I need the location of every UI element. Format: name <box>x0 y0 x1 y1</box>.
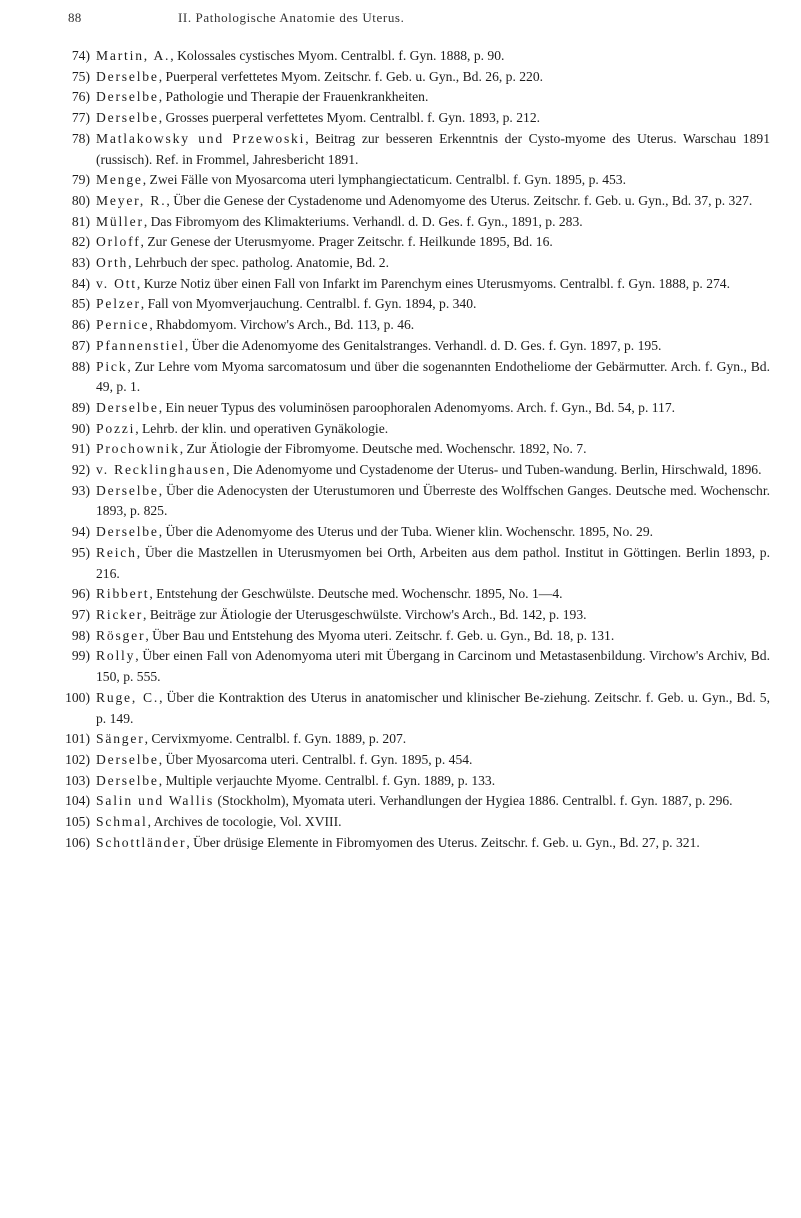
reference-text <box>96 688 770 729</box>
reference-author: Derselbe <box>96 482 159 498</box>
reference-entry <box>58 833 770 854</box>
reference-number: 85) <box>71 296 90 312</box>
reference-text <box>96 253 770 274</box>
reference-number: 82) <box>71 234 90 250</box>
reference-citation: , Über drüsige Elemente in Fibromyomen des Uterus. Zeitschr. f. Geb. u. Gyn., Bd. 27, p. 321. <box>186 834 700 850</box>
reference-text <box>96 439 770 460</box>
reference-text <box>96 771 770 792</box>
reference-entry <box>58 812 770 833</box>
reference-citation: , Zur Ätiologie der Fibromyome. Deutsche med. Wochenschr. 1892, No. 7. <box>179 441 587 457</box>
reference-text <box>96 170 770 191</box>
reference-number: 84) <box>71 275 90 291</box>
reference-number: 98) <box>71 627 90 643</box>
reference-number: 83) <box>71 255 90 271</box>
reference-text <box>96 87 770 108</box>
reference-text <box>96 833 770 854</box>
reference-number: 79) <box>71 172 90 188</box>
reference-entry <box>58 439 770 460</box>
reference-entry <box>58 688 770 729</box>
reference-number: 106) <box>65 834 90 850</box>
reference-author: Derselbe <box>96 68 159 84</box>
reference-text <box>96 274 770 295</box>
reference-text <box>96 232 770 253</box>
chapter-title: II. Pathologische Anatomie des Uterus. <box>178 10 405 25</box>
reference-entry <box>58 646 770 687</box>
reference-citation: , Ein neuer Typus des voluminösen paroophoralen Adenomyoms. Arch. f. Gyn., Bd. 54, p. 117. <box>158 399 676 415</box>
reference-entry <box>58 170 770 191</box>
reference-number: 91) <box>71 441 90 457</box>
reference-author: Orloff <box>96 234 141 250</box>
reference-text <box>96 750 770 771</box>
reference-number: 95) <box>71 544 90 560</box>
reference-number: 86) <box>71 317 90 333</box>
reference-entry <box>58 750 770 771</box>
reference-text <box>96 129 770 170</box>
reference-author: Derselbe <box>96 399 159 415</box>
reference-text <box>96 812 770 833</box>
reference-number: 105) <box>65 814 90 830</box>
reference-author: Derselbe <box>96 89 159 105</box>
reference-entry <box>58 191 770 212</box>
reference-author: Menge <box>96 172 143 188</box>
reference-number: 75) <box>71 68 90 84</box>
reference-number: 96) <box>71 586 90 602</box>
reference-text <box>96 584 770 605</box>
reference-entry <box>58 481 770 522</box>
reference-entry <box>58 315 770 336</box>
reference-author: Matlakowsky und Przewoski <box>96 130 306 146</box>
page-number: 88 <box>68 10 82 25</box>
reference-author: Orth <box>96 255 129 271</box>
reference-entry <box>58 274 770 295</box>
reference-entry <box>58 294 770 315</box>
reference-number: 90) <box>71 420 90 436</box>
reference-author: Derselbe <box>96 751 159 767</box>
reference-text <box>96 191 770 212</box>
reference-list <box>58 46 770 853</box>
reference-entry <box>58 729 770 750</box>
reference-text <box>96 605 770 626</box>
reference-author: Martin, A. <box>96 48 171 63</box>
reference-author: Pick <box>96 358 128 374</box>
reference-entry <box>58 419 770 440</box>
reference-author: Rösger <box>96 627 146 643</box>
reference-entry <box>58 522 770 543</box>
reference-author: Pernice <box>96 317 150 333</box>
reference-citation: , Grosses puerperal verfettetes Myom. Centralbl. f. Gyn. 1893, p. 212. <box>158 110 541 126</box>
reference-citation: (Stockholm), Myomata uteri. Verhandlungen der Hygiea 1886. Centralbl. f. Gyn. 1887, p. 296. <box>214 793 733 809</box>
reference-author: Derselbe <box>96 524 159 540</box>
reference-author: Ricker <box>96 606 144 622</box>
reference-entry <box>58 605 770 626</box>
reference-citation: , Zur Genese der Uterusmyome. Prager Zeitschr. f. Heilkunde 1895, Bd. 16. <box>140 234 553 250</box>
reference-citation: , Über einen Fall von Adenomyoma uteri mit Übergang in Carcinom und Metastasenbildung. Virchow's Archiv, Bd. 150, p. 555. <box>96 648 770 685</box>
reference-number: 102) <box>65 751 90 767</box>
reference-citation: , Das Fibromyom des Klimakteriums. Verhandl. d. D. Ges. f. Gyn., 1891, p. 283. <box>143 213 583 229</box>
reference-author: Schmal <box>96 814 148 830</box>
reference-entry <box>58 584 770 605</box>
reference-citation: , Fall von Myomverjauchung. Centralbl. f. Gyn. 1894, p. 340. <box>140 296 477 312</box>
reference-number: 74) <box>71 48 90 63</box>
reference-entry <box>58 336 770 357</box>
reference-entry <box>58 232 770 253</box>
reference-author: Reich <box>96 544 137 560</box>
reference-number: 76) <box>71 89 90 105</box>
reference-author: Rolly <box>96 648 136 664</box>
reference-number: 92) <box>71 462 90 478</box>
reference-text <box>96 398 770 419</box>
reference-citation: , Puerperal verfettetes Myom. Zeitschr. f. Geb. u. Gyn., Bd. 26, p. 220. <box>158 68 544 84</box>
reference-text <box>96 357 770 398</box>
reference-number: 100) <box>65 689 90 705</box>
reference-number: 87) <box>71 337 90 353</box>
reference-text <box>96 336 770 357</box>
reference-number: 103) <box>65 772 90 788</box>
reference-author: Salin und Wallis <box>96 793 215 809</box>
reference-citation: , Pathologie und Therapie der Frauenkrankheiten. <box>158 89 429 105</box>
reference-citation: , Zwei Fälle von Myosarcoma uteri lymphangiectaticum. Centralbl. f. Gyn. 1895, p. 453. <box>142 172 626 188</box>
reference-citation: , Über die Kontraktion des Uterus in anatomischer und klinischer Be-ziehung. Zeitschr. f. Geb. u. Gyn., Bd. 5, p. 149. <box>96 689 771 726</box>
reference-citation: , Über die Genese der Cystadenome und Adenomyome des Uterus. Zeitschr. f. Geb. u. Gyn., Bd. 37, p. 327. <box>166 192 753 208</box>
reference-citation: , Beitrag zur besseren Erkenntnis der Cysto-myome des Uterus. Warschau 1891 (russisch). Ref. in Frommel, Jahresbericht 1891. <box>96 130 770 167</box>
reference-author: v. Ott <box>96 275 137 291</box>
reference-author: Pozzi <box>96 420 136 436</box>
reference-citation: , Über die Adenocysten der Uterustumoren und Überreste des Wolffschen Ganges. Deutsche med. Wochenschr. 1893, p. 825. <box>96 482 770 519</box>
reference-text <box>96 294 770 315</box>
reference-text <box>96 212 770 233</box>
reference-entry <box>58 253 770 274</box>
reference-text <box>96 543 770 584</box>
reference-number: 99) <box>71 648 90 664</box>
reference-text <box>96 626 770 647</box>
reference-text <box>96 419 770 440</box>
reference-entry <box>58 357 770 398</box>
reference-number: 80) <box>71 192 90 208</box>
reference-number: 78) <box>71 130 90 146</box>
reference-entry <box>58 212 770 233</box>
reference-text <box>96 646 770 687</box>
reference-entry <box>58 87 770 108</box>
reference-citation: , Entstehung der Geschwülste. Deutsche med. Wochenschr. 1895, No. 1—4. <box>149 586 563 602</box>
reference-entry <box>58 771 770 792</box>
reference-entry <box>58 398 770 419</box>
reference-citation: , Beiträge zur Ätiologie der Uterusgeschwülste. Virchow's Arch., Bd. 142, p. 193. <box>143 606 587 622</box>
reference-number: 88) <box>71 358 90 374</box>
reference-text <box>96 460 770 481</box>
reference-author: Ruge, C. <box>96 689 160 705</box>
reference-citation: , Über Myosarcoma uteri. Centralbl. f. Gyn. 1895, p. 454. <box>158 751 473 767</box>
reference-entry <box>58 626 770 647</box>
reference-entry <box>58 791 770 812</box>
reference-text <box>96 481 770 522</box>
reference-citation: , Über die Adenomyome des Uterus und der Tuba. Wiener klin. Wochenschr. 1895, No. 29. <box>158 524 654 540</box>
reference-entry <box>58 129 770 170</box>
reference-number: 94) <box>71 524 90 540</box>
reference-author: Pfannenstiel <box>96 337 185 353</box>
reference-citation: , Über die Adenomyome des Genitalstranges. Verhandl. d. D. Ges. f. Gyn. 1897, p. 195. <box>184 337 662 353</box>
reference-text <box>96 791 770 812</box>
reference-number: 93) <box>71 482 90 498</box>
reference-citation: , Archives de tocologie, Vol. XVIII. <box>147 814 342 830</box>
reference-number: 81) <box>71 213 90 229</box>
reference-citation: , Lehrbuch der spec. patholog. Anatomie, Bd. 2. <box>128 255 389 271</box>
reference-number: 101) <box>65 731 90 747</box>
reference-entry <box>58 460 770 481</box>
reference-citation: , Zur Lehre vom Myoma sarcomatosum und über die sogenannten Endotheliome der Gebärmutter. Arch. f. Gyn., Bd. 49, p. 1. <box>96 358 770 395</box>
reference-text <box>96 522 770 543</box>
reference-entry <box>58 108 770 129</box>
reference-citation: , Die Adenomyome und Cystadenome der Uterus- und Tuben-wandung. Berlin, Hirschwald, 1896. <box>226 462 762 478</box>
reference-citation: , Lehrb. der klin. und operativen Gynäkologie. <box>135 420 389 436</box>
reference-citation: , Über die Mastzellen in Uterusmyomen bei Orth, Arbeiten aus dem pathol. Institut in Göttingen. Berlin 1893, p. 216. <box>96 544 770 581</box>
reference-author: Sänger <box>96 731 145 747</box>
reference-entry <box>58 543 770 584</box>
reference-text <box>96 46 770 67</box>
reference-author: Prochownik <box>96 441 180 457</box>
reference-number: 104) <box>65 793 90 809</box>
reference-number: 89) <box>71 399 90 415</box>
reference-author: Derselbe <box>96 110 159 126</box>
reference-citation: , Rhabdomyom. Virchow's Arch., Bd. 113, p. 46. <box>149 317 415 333</box>
reference-text <box>96 67 770 88</box>
reference-number: 77) <box>71 110 90 126</box>
reference-entry <box>58 67 770 88</box>
reference-author: Derselbe <box>96 772 159 788</box>
reference-author: Pelzer <box>96 296 141 312</box>
reference-text <box>96 729 770 750</box>
reference-citation: , Kurze Notiz über einen Fall von Infarkt im Parenchym eines Uterusmyoms. Centralbl. f. Gyn. 1888, p. 274. <box>136 275 730 291</box>
reference-author: Ribbert <box>96 586 150 602</box>
reference-citation: , Multiple verjauchte Myome. Centralbl. f. Gyn. 1889, p. 133. <box>158 772 496 788</box>
reference-text <box>96 108 770 129</box>
reference-author: Meyer, R. <box>96 192 167 208</box>
reference-citation: , Über Bau und Entstehung des Myoma uteri. Zeitschr. f. Geb. u. Gyn., Bd. 18, p. 131. <box>145 627 615 643</box>
reference-entry <box>58 46 770 67</box>
reference-number: 97) <box>71 606 90 622</box>
reference-text <box>96 315 770 336</box>
reference-citation: , Kolossales cystisches Myom. Centralbl. f. Gyn. 1888, p. 90. <box>170 48 505 63</box>
reference-citation: , Cervixmyome. Centralbl. f. Gyn. 1889, p. 207. <box>144 731 407 747</box>
reference-author: v. Recklinghausen <box>96 462 227 478</box>
reference-author: Schottländer <box>96 834 187 850</box>
reference-author: Müller <box>96 213 144 229</box>
